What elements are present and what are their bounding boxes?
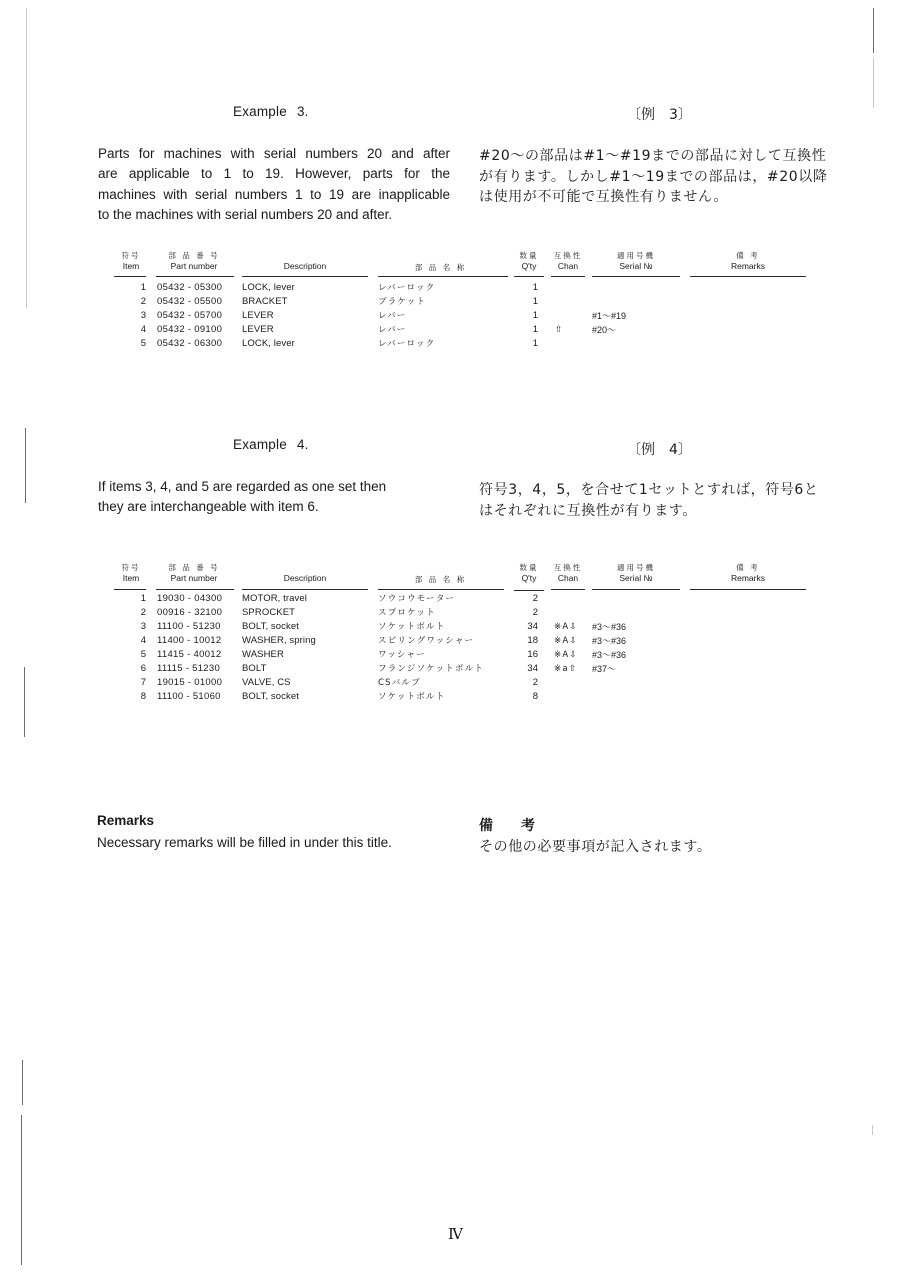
cell-description: BOLT [242,663,267,674]
cell-part-number: 19030 - 04300 [157,593,223,604]
cell-jp-name: ワッシャー [378,650,426,660]
cell-part-number: 11415 - 40012 [157,649,222,660]
paragraph-line: they are interchangeable with item 6. [98,499,319,515]
cell-jp-name: レバー [378,325,407,335]
cell-description: BOLT, socket [242,621,299,632]
example-3-title-en [233,104,309,119]
cell-qty: 1 [532,296,538,307]
cell-qty: 34 [527,621,538,632]
header-rule [690,589,806,590]
cell-part-number: 11400 - 10012 [157,635,222,646]
cell-interchangeability: ※a⇧ [554,664,578,674]
scan-edge-mark [873,8,874,53]
col-header-qty: 数量 Q'ty [519,563,539,583]
example-3-paragraph-jp [479,146,834,208]
col-header-remarks: 備 考 Remarks [730,563,765,583]
page-number: Ⅳ [448,1227,462,1243]
header-rule [514,276,544,277]
cell-item: 1 [140,282,146,293]
header-rule [592,276,680,277]
cell-description: BRACKET [242,296,288,307]
cell-jp-name: CSバルブ [378,678,421,688]
paragraph-line-jp: はそれぞれに互換性が有ります。 [479,502,697,519]
example-word: Example [233,437,287,452]
cell-jp-name: ソウコウモーター [378,594,456,604]
remarks-title-jp-b: 考 [521,818,535,834]
cell-qty: 1 [532,282,538,293]
cell-qty: 1 [532,338,538,349]
col-header-item: 符号 Item [121,251,141,271]
example-4-title-jp [627,439,692,459]
example-4-title-en [233,437,309,452]
col-header-interchangeability: 互換性 Chan [553,563,583,583]
cell-item: 8 [140,691,146,702]
example-4-paragraph-jp [479,480,834,521]
example-3-title-jp [627,104,692,124]
cell-jp-name: ソケットボルト [378,692,446,702]
col-header-jp-name: 部 品 名 称 [414,575,467,584]
col-header-serial-no: 適用号機 Serial № [617,563,655,583]
scan-edge-mark [24,667,25,737]
paragraph-line-jp: 符号3，4，5，を合せて1セットとすれば，符号6と [479,482,819,498]
cell-item: 7 [140,677,146,688]
header-rule [378,589,504,590]
cell-serial-no: #3～#36 [592,622,627,632]
cell-serial-no: #1～#19 [592,311,627,321]
remarks-title-jp-a: 備 [479,818,493,834]
cell-interchangeability: ※A⇩ [554,650,578,660]
cell-jp-name: フランジソケットボルト [378,664,484,674]
remarks-title-en: Remarks [97,813,155,828]
cell-interchangeability: ※A⇩ [554,622,578,632]
cell-item: 5 [140,649,146,660]
example-word: Example [233,104,287,119]
cell-description: WASHER, spring [242,635,316,646]
cell-serial-no: #3～#36 [592,650,627,660]
col-header-qty: 数量 Q'ty [519,251,539,271]
scan-edge-mark [873,58,874,108]
cell-item: 4 [140,635,146,646]
col-header-description: Description [283,573,327,583]
cell-jp-name: ソケットボルト [378,622,446,632]
cell-qty: 16 [527,649,538,660]
cell-item: 2 [140,607,146,618]
scan-edge-mark [21,1115,22,1265]
cell-qty: 1 [532,310,538,321]
scan-edge-mark [872,1125,873,1135]
cell-description: LOCK, lever [242,338,295,349]
paragraph-line-jp: が有ります。しかし#1～19までの部品は，#20以降 [479,168,828,185]
example-number-jp: 4〕 [669,442,692,458]
cell-interchangeability: ※A⇩ [554,636,578,646]
col-header-description: Description [283,261,327,271]
cell-jp-name: レバー [378,311,407,321]
header-rule [551,276,585,277]
cell-jp-name: スプロケット [378,608,436,618]
cell-part-number: 05432 - 05500 [157,296,223,307]
remarks-text-jp: その他の必要事項が記入されます。 [479,839,712,855]
example-number-jp: 3〕 [669,107,692,123]
cell-part-number: 11115 - 51230 [157,663,221,674]
cell-item: 3 [140,621,146,632]
cell-serial-no: #20～ [592,325,617,335]
cell-qty: 18 [527,635,538,646]
cell-qty: 2 [532,607,538,618]
cell-part-number: 05432 - 09100 [157,324,223,335]
scan-edge-mark [25,428,26,503]
header-rule [242,276,368,277]
cell-jp-name: ブラケット [378,297,427,307]
cell-interchangeability: ⇧ [555,325,564,335]
cell-description: LOCK, lever [242,282,295,293]
cell-part-number: 05432 - 05700 [157,310,223,321]
cell-item: 5 [140,338,146,349]
paragraph-line: Parts for machines with serial numbers 20 and after [98,146,450,161]
paragraph-line: are applicable to 1 to 19. However, parts for the [98,166,450,182]
header-rule [378,276,508,277]
example-word-jp: 〔例 [627,442,655,458]
paragraph-line-jp: は使用が不可能で互換性有りません。 [479,189,729,205]
cell-part-number: 05432 - 06300 [157,338,223,349]
header-rule [551,589,585,590]
cell-part-number: 11100 - 51060 [157,691,221,702]
example-number: 3. [296,104,309,119]
col-header-item: 符号 Item [121,563,141,583]
col-header-part-number: 部 品 番 号 Part number [168,563,220,583]
header-rule [114,276,146,277]
cell-jp-name: レバーロック [378,283,436,293]
col-header-serial-no: 適用号機 Serial № [617,251,655,271]
header-rule [242,589,368,590]
paragraph-line: machines with serial numbers 1 to 19 are inapplicable [98,186,450,202]
col-header-interchangeability: 互換性 Chan [553,251,583,271]
header-rule [592,589,680,590]
cell-serial-no: #37～ [592,664,617,674]
paragraph-line: to the machines with serial numbers 20 and after. [98,206,393,222]
cell-item: 1 [140,593,146,604]
paragraph-line: If items 3, 4, and 5 are regarded as one set then [98,479,387,494]
header-rule [690,276,806,277]
header-rule [514,590,544,591]
cell-description: LEVER [242,324,274,335]
col-header-remarks: 備 考 Remarks [730,251,765,271]
cell-jp-name: スピリングワッシャー [378,636,475,646]
cell-item: 2 [140,296,146,307]
paragraph-line-jp: #20～の部品は#1～#19までの部品に対して互換性 [479,148,827,164]
cell-qty: 1 [532,324,538,335]
col-header-jp-name: 部 品 名 称 [414,263,467,272]
remarks-title-jp [479,815,535,835]
cell-description: VALVE, CS [242,677,291,688]
example-4-paragraph-en [98,477,428,518]
header-rule [114,589,146,590]
cell-description: SPROCKET [242,607,296,618]
cell-qty: 2 [532,593,538,604]
cell-item: 3 [140,310,146,321]
scan-edge-mark [22,1060,23,1105]
cell-part-number: 05432 - 05300 [157,282,223,293]
example-number: 4. [296,437,309,452]
cell-item: 4 [140,324,146,335]
cell-description: LEVER [242,310,274,321]
cell-part-number: 11100 - 51230 [157,621,221,632]
cell-description: MOTOR, travel [242,593,307,604]
cell-serial-no: #3～#36 [592,636,627,646]
remarks-text-en: Necessary remarks will be filled in under this title. [97,835,392,850]
example-word-jp: 〔例 [627,107,655,123]
cell-qty: 34 [527,663,538,674]
cell-part-number: 00916 - 32100 [157,607,223,618]
scan-edge-mark [26,8,27,308]
cell-description: BOLT, socket [242,691,299,702]
header-rule [156,589,234,590]
cell-qty: 8 [532,691,538,702]
cell-part-number: 19015 - 01000 [157,677,223,688]
col-header-part-number: 部 品 番 号 Part number [168,251,220,271]
cell-jp-name: レバーロック [378,339,436,349]
cell-qty: 2 [532,677,538,688]
cell-item: 6 [140,663,146,674]
header-rule [156,276,234,277]
cell-description: WASHER [242,649,284,660]
example-3-paragraph-en [98,144,450,225]
